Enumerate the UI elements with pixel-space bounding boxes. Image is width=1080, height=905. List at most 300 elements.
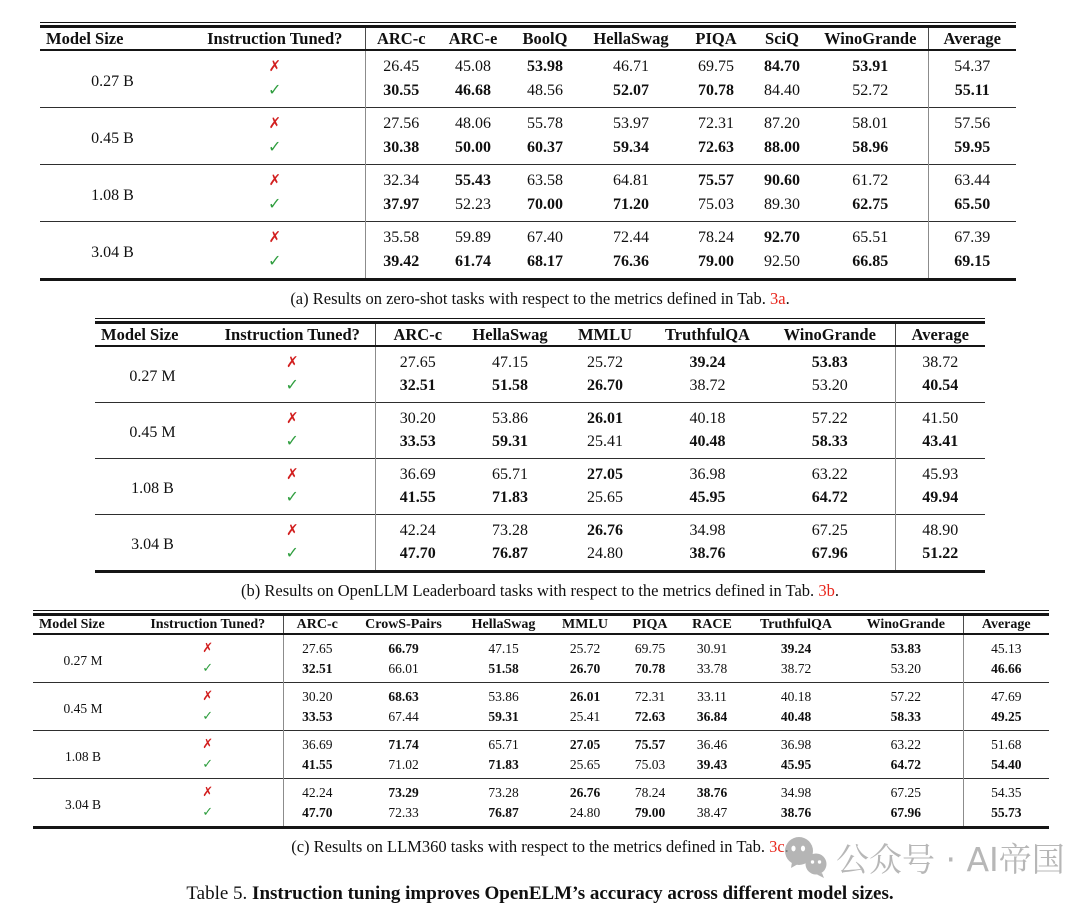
metric-value-cell: 36.98: [743, 731, 849, 755]
average-cell: 43.41: [895, 430, 985, 459]
metric-value-cell: 58.01: [813, 108, 928, 136]
check-icon: ✓: [285, 375, 299, 394]
table-zero-shot: [40, 22, 1016, 281]
model-size-cell: 0.27 M: [63, 652, 103, 668]
check-icon: ✓: [202, 661, 214, 676]
instruction-tuned-cell: [133, 754, 283, 779]
metric-value-cell: 64.72: [890, 756, 921, 772]
header-cell-average: Average: [928, 28, 1016, 50]
header-cell-average: Average: [895, 324, 985, 346]
zero-shot-results-table: [40, 28, 1016, 278]
metric-value-cell: 40.48: [780, 708, 812, 724]
average-cell: 51.22: [895, 542, 985, 570]
metric-value-cell: 30.38: [365, 135, 437, 165]
header-cell-piqa: PIQA: [681, 28, 751, 50]
metric-value-cell: 41.55: [283, 754, 351, 779]
check-icon: ✓: [285, 431, 299, 450]
instruction-tuned-cell: [210, 346, 375, 374]
instruction-tuned-cell: [133, 731, 283, 755]
metric-value-cell: 71.02: [388, 756, 419, 772]
caption-b: [0, 581, 1080, 601]
header-row: [33, 616, 1049, 634]
header-cell-truthfulqa: TruthfulQA: [743, 616, 849, 634]
header-cell-sciq: SciQ: [751, 28, 813, 50]
average-cell: 38.72: [895, 346, 985, 374]
metric-value-cell: 76.36: [613, 252, 649, 270]
metric-value-cell: 27.65: [283, 634, 351, 658]
metric-value-cell: 67.40: [509, 222, 581, 250]
check-icon: ✓: [268, 80, 282, 99]
metric-value-cell: 71.20: [613, 195, 649, 213]
metric-value-cell: 64.81: [581, 165, 681, 193]
model-size-cell: 3.04 B: [33, 779, 133, 827]
metric-value-cell: 67.44: [388, 708, 419, 724]
metric-value-cell: 71.83: [492, 488, 528, 506]
metric-value-cell: 72.63: [698, 138, 734, 156]
table-row: [33, 802, 1049, 826]
cross-icon: ✗: [202, 737, 214, 752]
average-cell: 47.69: [963, 683, 1049, 707]
check-icon: ✓: [202, 805, 214, 820]
metric-value-cell: 78.24: [681, 222, 751, 250]
metric-value-cell: 67.25: [765, 515, 895, 543]
metric-value-cell: 33.53: [375, 430, 460, 459]
check-icon: ✓: [285, 543, 299, 562]
check-icon: ✓: [202, 709, 214, 724]
metric-value-cell: 72.33: [388, 804, 419, 820]
metric-value-cell: 69.75: [698, 58, 734, 75]
metric-value-cell: 52.07: [613, 81, 649, 99]
metric-value-cell: 37.97: [365, 192, 437, 222]
metric-value-cell: 75.57: [681, 165, 751, 193]
metric-value-cell: 59.31: [488, 708, 519, 724]
metric-value-cell: 25.41: [569, 708, 601, 724]
table-row: [95, 515, 985, 543]
table-row: [95, 459, 985, 487]
metric-value-cell: 52.72: [852, 81, 889, 99]
instruction-tuned-cell: [185, 50, 365, 78]
metric-value-cell: 65.71: [456, 731, 551, 755]
metric-value-cell: 62.75: [852, 195, 889, 213]
metric-value-cell: 68.17: [527, 252, 563, 270]
metric-value-cell: 58.33: [890, 708, 921, 724]
metric-value-cell: 79.00: [634, 804, 666, 820]
metric-value-cell: 38.76: [681, 779, 743, 803]
instruction-tuned-cell: [133, 634, 283, 658]
metric-value-cell: 53.86: [456, 683, 551, 707]
metric-value-cell: 46.71: [613, 58, 649, 75]
metric-value-cell: 78.24: [619, 779, 681, 803]
metric-value-cell: 36.69: [375, 459, 460, 487]
caption-a-text: (a) Results on zero-shot tasks with respect to the metrics defined in Tab.: [290, 289, 770, 308]
metric-value-cell: 66.85: [852, 252, 889, 270]
metric-value-cell: 42.24: [375, 515, 460, 543]
metric-value-cell: 67.25: [849, 779, 963, 803]
metric-value-cell: 25.65: [569, 756, 601, 772]
instruction-tuned-cell: [210, 515, 375, 543]
openllm-results-table: [95, 324, 985, 570]
table-row: [40, 78, 1016, 108]
metric-value-cell: 57.22: [849, 683, 963, 707]
metric-value-cell: 67.96: [890, 804, 921, 820]
header-cell-hellaswag: HellaSwag: [460, 324, 560, 346]
metric-value-cell: 26.70: [569, 660, 601, 676]
metric-value-cell: 25.41: [587, 432, 623, 450]
table-bottom-rule: [40, 278, 1016, 281]
model-size-cell: 0.27 M: [129, 367, 176, 385]
metric-value-cell: 39.24: [780, 640, 812, 656]
average-cell: 67.39: [928, 222, 1016, 250]
metric-value-cell: 65.71: [460, 459, 560, 487]
model-size-cell: 3.04 B: [40, 222, 185, 279]
metric-value-cell: 70.78: [634, 660, 666, 676]
average-cell: 49.25: [963, 706, 1049, 731]
metric-value-cell: 32.51: [283, 658, 351, 683]
metric-value-cell: 27.05: [560, 459, 650, 487]
table-row: [33, 634, 1049, 658]
instruction-tuned-cell: [133, 683, 283, 707]
table-row: [40, 249, 1016, 278]
metric-value-cell: 26.45: [365, 50, 437, 78]
table-openllm-leaderboard: [95, 318, 985, 573]
metric-value-cell: 26.01: [560, 403, 650, 431]
metric-value-cell: 59.34: [613, 138, 649, 156]
metric-value-cell: 55.43: [437, 165, 509, 193]
header-cell-arc-e: ARC-e: [437, 28, 509, 50]
cross-icon: ✗: [268, 57, 282, 75]
instruction-tuned-cell: [185, 78, 365, 108]
metric-value-cell: 70.78: [698, 81, 734, 99]
metric-value-cell: 26.76: [551, 779, 619, 803]
header-cell-truthfulqa: TruthfulQA: [650, 324, 765, 346]
metric-value-cell: 73.28: [460, 515, 560, 543]
header-cell-hellaswag: HellaSwag: [456, 616, 551, 634]
metric-value-cell: 45.08: [455, 58, 491, 75]
average-cell: 54.40: [963, 754, 1049, 779]
table-row: [40, 50, 1016, 78]
table-row: [33, 754, 1049, 779]
metric-value-cell: 84.40: [764, 81, 800, 99]
metric-value-cell: 75.57: [619, 731, 681, 755]
table-row: [40, 192, 1016, 222]
metric-value-cell: 30.55: [365, 78, 437, 108]
check-icon: ✓: [268, 251, 282, 270]
table-row: [33, 731, 1049, 755]
table-bottom-rule: [95, 570, 985, 573]
header-cell-boolq: BoolQ: [509, 28, 581, 50]
instruction-tuned-cell: [133, 658, 283, 683]
metric-value-cell: 61.74: [455, 252, 491, 270]
caption-a-table-ref-link[interactable]: 3a: [769, 289, 786, 308]
watermark: [782, 834, 1065, 881]
average-cell: 45.13: [963, 634, 1049, 658]
header-row: [40, 28, 1016, 50]
average-cell: 69.15: [928, 249, 1016, 278]
cross-icon: ✗: [285, 409, 299, 427]
table-5-caption-text: Instruction tuning improves OpenELM’s accuracy across different model sizes.: [252, 883, 894, 904]
metric-value-cell: 45.95: [689, 488, 726, 506]
metric-value-cell: 66.79: [388, 640, 419, 656]
caption-b-text: (b) Results on OpenLLM Leaderboard tasks with respect to the metrics defined in Tab.: [241, 581, 819, 600]
metric-value-cell: 76.87: [488, 804, 519, 820]
metric-value-cell: 60.37: [527, 138, 563, 156]
metric-value-cell: 63.58: [509, 165, 581, 193]
instruction-tuned-cell: [185, 135, 365, 165]
cross-icon: ✗: [285, 353, 299, 371]
model-size-cell: 1.08 B: [40, 165, 185, 222]
average-cell: 49.94: [895, 486, 985, 515]
table-row: [95, 346, 985, 374]
caption-a: [0, 289, 1080, 309]
metric-value-cell: 72.44: [581, 222, 681, 250]
metric-value-cell: 34.98: [650, 515, 765, 543]
instruction-tuned-cell: [210, 403, 375, 431]
header-cell-average: Average: [963, 616, 1049, 634]
average-cell: 55.11: [928, 78, 1016, 108]
metric-value-cell: 48.56: [527, 81, 563, 99]
header-cell-instruction-tuned-: Instruction Tuned?: [133, 616, 283, 634]
metric-value-cell: 33.78: [696, 660, 728, 676]
metric-value-cell: 92.70: [751, 222, 813, 250]
metric-value-cell: 72.63: [634, 708, 666, 724]
table-row: [40, 135, 1016, 165]
metric-value-cell: 26.76: [560, 515, 650, 543]
metric-value-cell: 40.18: [650, 403, 765, 431]
cross-icon: ✗: [202, 689, 214, 704]
table-row: [33, 706, 1049, 731]
metric-value-cell: 53.83: [890, 640, 921, 656]
metric-value-cell: 68.63: [351, 683, 456, 707]
check-icon: ✓: [285, 487, 299, 506]
metric-value-cell: 39.43: [696, 756, 728, 772]
metric-value-cell: 70.00: [527, 195, 563, 213]
model-size-cell: 0.27 B: [91, 72, 134, 90]
table-row: [40, 222, 1016, 250]
metric-value-cell: 53.91: [852, 58, 889, 75]
metric-value-cell: 79.00: [698, 252, 734, 270]
metric-value-cell: 92.50: [764, 252, 800, 270]
metric-value-cell: 71.83: [488, 756, 519, 772]
metric-value-cell: 61.72: [813, 165, 928, 193]
instruction-tuned-cell: [185, 108, 365, 136]
metric-value-cell: 33.53: [283, 706, 351, 731]
metric-value-cell: 48.06: [437, 108, 509, 136]
metric-value-cell: 32.51: [375, 374, 460, 403]
instruction-tuned-cell: [133, 802, 283, 826]
metric-value-cell: 50.00: [455, 138, 491, 156]
model-size-cell: 3.04 B: [95, 515, 210, 571]
cross-icon: ✗: [268, 171, 282, 189]
metric-value-cell: 53.20: [890, 660, 921, 676]
metric-value-cell: 64.72: [811, 488, 848, 506]
metric-value-cell: 26.01: [551, 683, 619, 707]
metric-value-cell: 52.23: [455, 195, 491, 213]
metric-value-cell: 57.22: [765, 403, 895, 431]
header-row: [95, 324, 985, 346]
metric-value-cell: 38.76: [780, 804, 812, 820]
model-size-cell: 0.45 M: [33, 683, 133, 731]
metric-value-cell: 72.31: [619, 683, 681, 707]
check-icon: ✓: [268, 137, 282, 156]
metric-value-cell: 53.83: [811, 353, 848, 371]
metric-value-cell: 30.20: [283, 683, 351, 707]
header-cell-piqa: PIQA: [619, 616, 681, 634]
metric-value-cell: 45.95: [780, 756, 812, 772]
metric-value-cell: 30.20: [375, 403, 460, 431]
metric-value-cell: 25.72: [569, 640, 601, 656]
instruction-tuned-cell: [210, 542, 375, 570]
metric-value-cell: 59.89: [437, 222, 509, 250]
metric-value-cell: 51.58: [488, 660, 519, 676]
llm360-results-table: [33, 616, 1049, 826]
metric-value-cell: 34.98: [743, 779, 849, 803]
metric-value-cell: 47.15: [492, 353, 528, 371]
metric-value-cell: 38.47: [696, 804, 728, 820]
cross-icon: ✗: [285, 465, 299, 483]
caption-c-table-ref-link[interactable]: 3c: [769, 837, 785, 856]
average-cell: 46.66: [963, 658, 1049, 683]
check-icon: ✓: [202, 757, 214, 772]
metric-value-cell: 39.24: [689, 353, 726, 371]
header-cell-hellaswag: HellaSwag: [581, 28, 681, 50]
metric-value-cell: 38.72: [689, 376, 726, 394]
metric-value-cell: 76.87: [492, 544, 528, 562]
header-cell-winogrande: WinoGrande: [813, 28, 928, 50]
instruction-tuned-cell: [210, 486, 375, 515]
model-size-cell: 0.45 M: [95, 403, 210, 459]
table-row: [40, 108, 1016, 136]
metric-value-cell: 75.03: [634, 756, 666, 772]
metric-value-cell: 27.65: [375, 346, 460, 374]
metric-value-cell: 69.75: [634, 640, 666, 656]
metric-value-cell: 27.56: [365, 108, 437, 136]
metric-value-cell: 47.70: [375, 542, 460, 570]
instruction-tuned-cell: [185, 222, 365, 250]
metric-value-cell: 38.76: [689, 544, 726, 562]
average-cell: 59.95: [928, 135, 1016, 165]
metric-value-cell: 53.20: [811, 376, 848, 394]
average-cell: 51.68: [963, 731, 1049, 755]
caption-c-text: (c) Results on LLM360 tasks with respect to the metrics defined in Tab.: [291, 837, 770, 856]
metric-value-cell: 36.98: [650, 459, 765, 487]
model-size-cell: 0.45 B: [40, 108, 185, 165]
header-cell-arc-c: ARC-c: [283, 616, 351, 634]
metric-value-cell: 30.91: [696, 640, 728, 656]
table-row: [40, 165, 1016, 193]
metric-value-cell: 72.31: [681, 108, 751, 136]
average-cell: 40.54: [895, 374, 985, 403]
metric-value-cell: 39.42: [365, 249, 437, 278]
average-cell: 57.56: [928, 108, 1016, 136]
instruction-tuned-cell: [133, 706, 283, 731]
metric-value-cell: 40.18: [743, 683, 849, 707]
metric-value-cell: 59.31: [492, 432, 528, 450]
header-cell-model-size: Model Size: [33, 616, 133, 634]
table-row: [95, 486, 985, 515]
instruction-tuned-cell: [185, 165, 365, 193]
metric-value-cell: 71.74: [351, 731, 456, 755]
table-row: [33, 658, 1049, 683]
cross-icon: ✗: [285, 521, 299, 539]
cross-icon: ✗: [268, 114, 282, 132]
header-cell-mmlu: MMLU: [560, 324, 650, 346]
metric-value-cell: 73.29: [351, 779, 456, 803]
header-cell-arc-c: ARC-c: [375, 324, 460, 346]
metric-value-cell: 84.70: [764, 58, 800, 75]
metric-value-cell: 53.98: [527, 58, 563, 75]
caption-b-table-ref-link[interactable]: 3b: [818, 581, 835, 600]
metric-value-cell: 40.48: [689, 432, 726, 450]
metric-value-cell: 90.60: [751, 165, 813, 193]
metric-value-cell: 36.84: [696, 708, 728, 724]
instruction-tuned-cell: [210, 459, 375, 487]
metric-value-cell: 25.65: [587, 488, 623, 506]
metric-value-cell: 55.78: [509, 108, 581, 136]
header-cell-race: RACE: [681, 616, 743, 634]
instruction-tuned-cell: [185, 249, 365, 278]
average-cell: 45.93: [895, 459, 985, 487]
table-5-label: Table 5.: [186, 883, 248, 904]
table-5-caption: [0, 883, 1080, 905]
table-row: [33, 683, 1049, 707]
header-cell-crows-pairs: CrowS-Pairs: [351, 616, 456, 634]
metric-value-cell: 26.70: [587, 376, 623, 394]
table-row: [33, 779, 1049, 803]
metric-value-cell: 51.58: [492, 376, 528, 394]
table-row: [95, 542, 985, 570]
metric-value-cell: 35.58: [365, 222, 437, 250]
header-cell-mmlu: MMLU: [551, 616, 619, 634]
caption-b-period: .: [834, 581, 839, 600]
metric-value-cell: 89.30: [764, 195, 800, 213]
metric-value-cell: 58.33: [811, 432, 848, 450]
average-cell: 55.73: [963, 802, 1049, 826]
metric-value-cell: 63.22: [765, 459, 895, 487]
metric-value-cell: 46.68: [455, 81, 491, 99]
table-row: [95, 430, 985, 459]
table-row: [95, 374, 985, 403]
metric-value-cell: 47.15: [488, 640, 519, 656]
average-cell: 48.90: [895, 515, 985, 543]
wechat-icon: [782, 835, 830, 881]
average-cell: 63.44: [928, 165, 1016, 193]
metric-value-cell: 73.28: [456, 779, 551, 803]
cross-icon: ✗: [202, 785, 214, 800]
header-cell-winogrande: WinoGrande: [765, 324, 895, 346]
metric-value-cell: 87.20: [751, 108, 813, 136]
metric-value-cell: 65.51: [813, 222, 928, 250]
instruction-tuned-cell: [133, 779, 283, 803]
metric-value-cell: 27.05: [551, 731, 619, 755]
cross-icon: ✗: [268, 228, 282, 246]
header-cell-model-size: Model Size: [40, 28, 185, 50]
instruction-tuned-cell: [210, 374, 375, 403]
metric-value-cell: 36.69: [283, 731, 351, 755]
metric-value-cell: 33.11: [681, 683, 743, 707]
table-bottom-rule: [33, 826, 1049, 829]
caption-a-period: .: [785, 289, 790, 308]
metric-value-cell: 42.24: [283, 779, 351, 803]
average-cell: 54.35: [963, 779, 1049, 803]
metric-value-cell: 32.34: [365, 165, 437, 193]
metric-value-cell: 38.72: [780, 660, 812, 676]
header-cell-arc-c: ARC-c: [365, 28, 437, 50]
metric-value-cell: 53.86: [460, 403, 560, 431]
average-cell: 41.50: [895, 403, 985, 431]
metric-value-cell: 41.55: [375, 486, 460, 515]
header-cell-instruction-tuned-: Instruction Tuned?: [185, 28, 365, 50]
instruction-tuned-cell: [210, 430, 375, 459]
